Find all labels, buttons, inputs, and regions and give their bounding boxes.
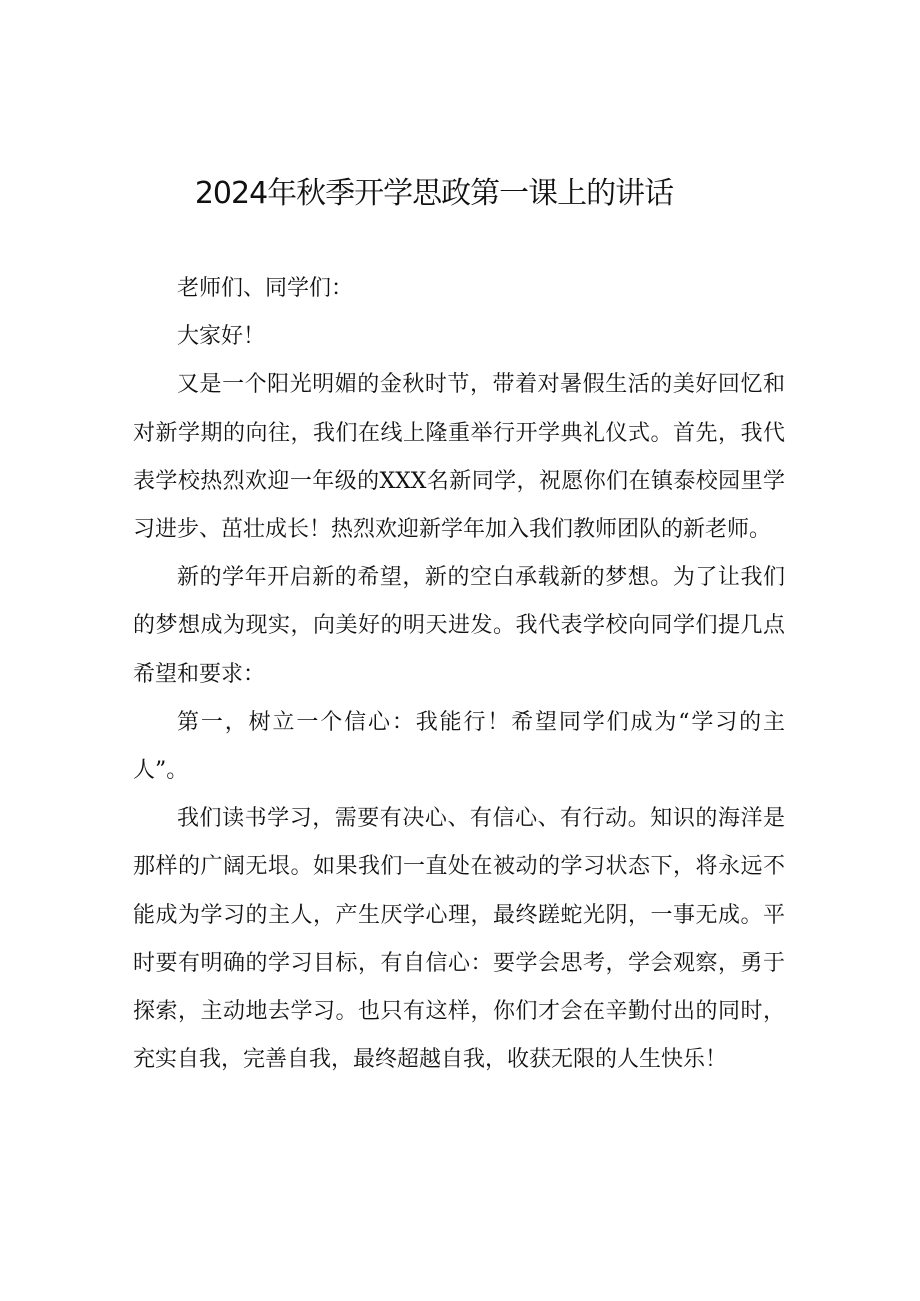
paragraph-hopes: 新的学年开启新的希望，新的空白承载新的梦想。为了让我们的梦想成为现实，向美好的明天进发。我代表学校向同学们提几点希望和要求： bbox=[133, 565, 785, 687]
paragraph-point-one: 第一，树立一个信心：我能行！希望同学们成为“学习的主人”。 bbox=[133, 709, 785, 784]
paragraph-salutation: 老师们、同学们： bbox=[177, 276, 354, 301]
document-body bbox=[133, 265, 785, 1084]
document-title: 2024年秋季开学思政第一课上的讲话 bbox=[194, 176, 674, 211]
paragraph-greeting: 大家好！ bbox=[177, 324, 266, 350]
paragraph-welcome: 又是一个阳光明媚的金秋时节，带着对暑假生活的美好回忆和对新学期的向往，我们在线上隆重举行开学典礼仪式。首先，我代表学校热烈欢迎一年级的XXX名新同学，祝愿你们在镇泰校园里学习进步、茁壮成长！热烈欢迎新学年加入我们教师团队的新老师。 bbox=[133, 372, 785, 543]
paragraph-study: 我们读书学习，需要有决心、有信心、有行动。知识的海洋是那样的广阔无垠。如果我们一直处在被动的学习状态下，将永远不能成为学习的主人，产生厌学心理，最终蹉蛇光阴，一事无成。平时要有明确的学习目标，有自信心：要学会思考，学会观察，勇于探索，主动地去学习。也只有这样，你们才会在辛勤付出的同时，充实自我，完善自我，最终超越自我，收获无限的人生快乐！ bbox=[133, 806, 785, 1073]
